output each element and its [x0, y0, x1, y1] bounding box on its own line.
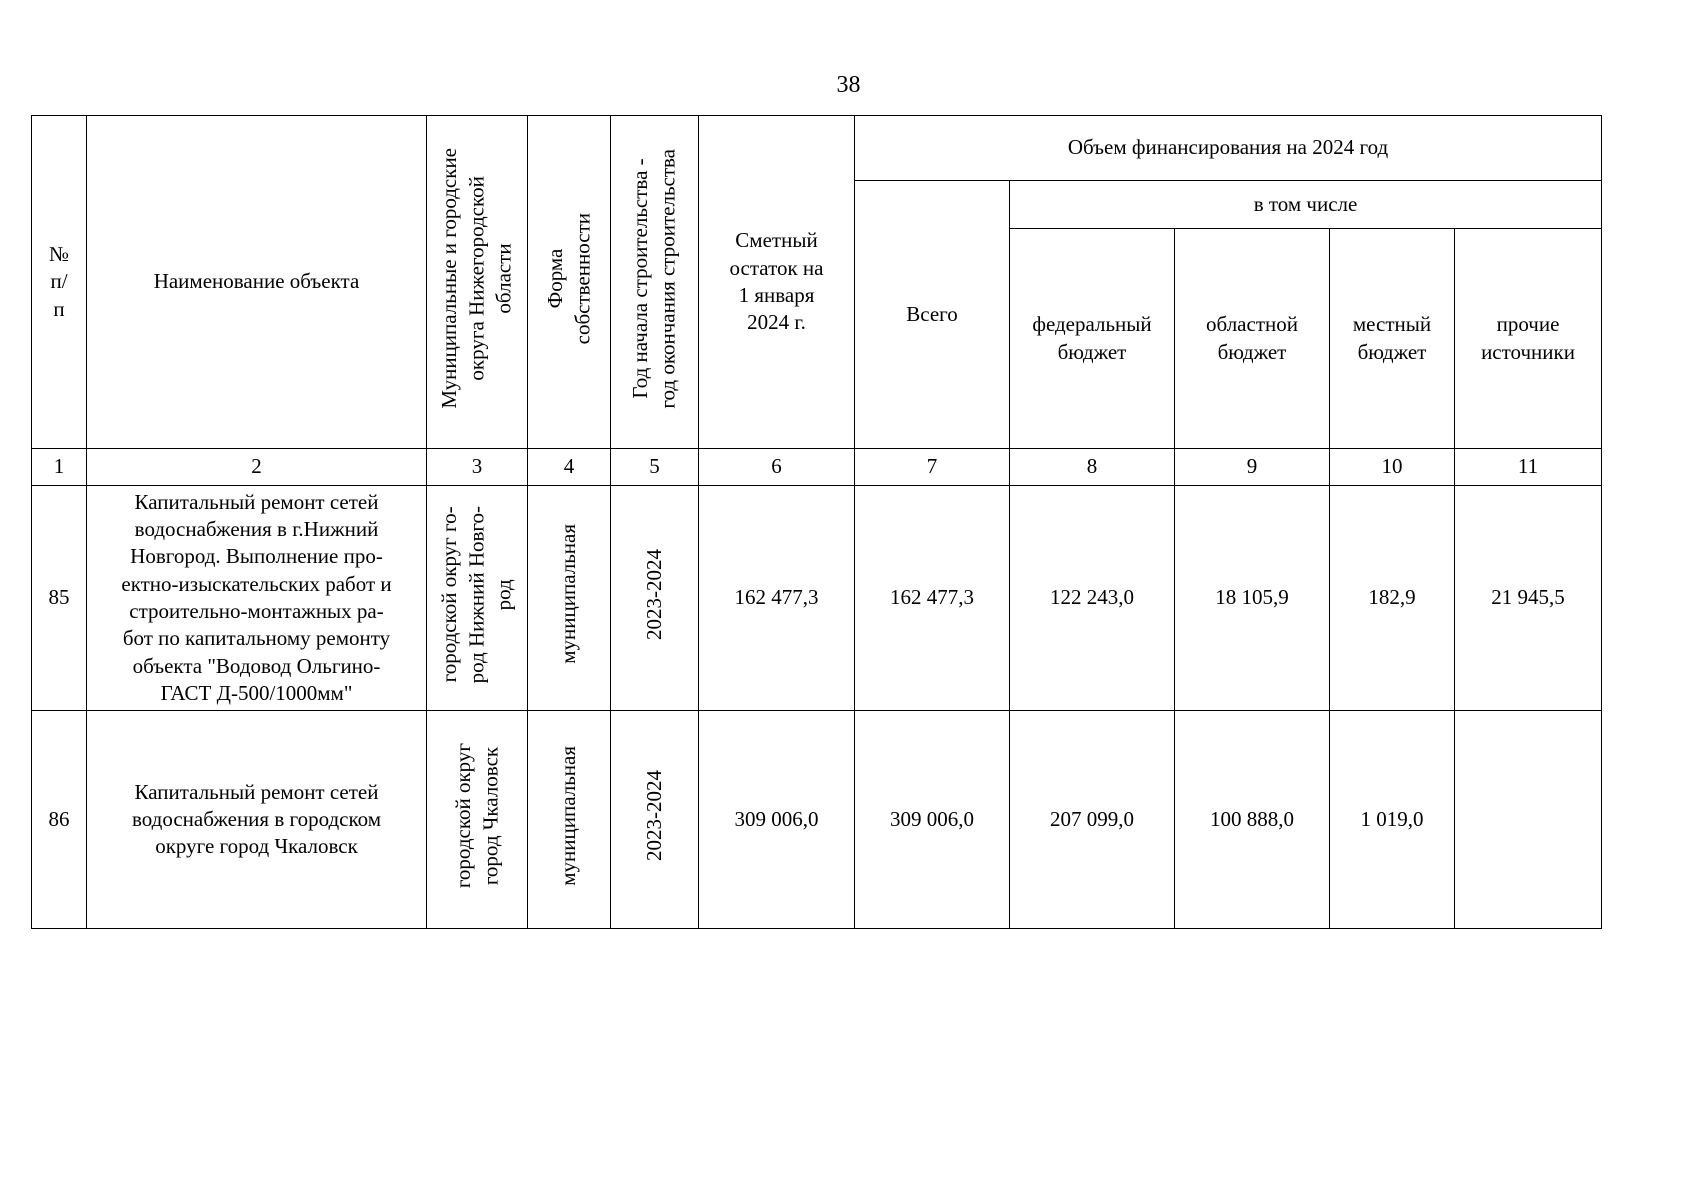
header-estimate: Сметный остаток на 1 января 2024 г. [729, 228, 824, 335]
row-estimate: 162 477,3 [699, 486, 855, 711]
row-ownership: муниципальная [556, 745, 581, 886]
header-years: Год начала строительства - год окончания строительства [628, 148, 680, 409]
row-estimate: 309 006,0 [699, 711, 855, 929]
row-number: 85 [32, 486, 87, 711]
header-federal: федеральный бюджет [1032, 312, 1152, 364]
financing-table [31, 115, 1602, 929]
header-years-cell [611, 116, 699, 449]
row-ownership-cell [528, 711, 611, 929]
header-name-cell [87, 116, 427, 449]
column-number-cell: 9 [1175, 449, 1330, 486]
row-years-cell [611, 711, 699, 929]
row-local: 182,9 [1330, 486, 1455, 711]
row-object-name: Капитальный ремонт сетей водоснабжения в городском округе город Чкаловск [131, 779, 382, 859]
column-number-cell: 5 [611, 449, 699, 486]
header-including-cell [1010, 181, 1602, 229]
header-financing-cell [855, 116, 1602, 181]
row-local: 1 019,0 [1330, 711, 1455, 929]
row-other: 21 945,5 [1455, 486, 1602, 711]
row-object-name-cell [87, 486, 427, 711]
row-total: 309 006,0 [855, 711, 1010, 929]
row-district-cell [427, 711, 528, 929]
row-object-name-cell [87, 711, 427, 929]
row-ownership-cell [528, 486, 611, 711]
header-object-name: Наименование объекта [153, 269, 360, 294]
row-total: 162 477,3 [855, 486, 1010, 711]
page-number: 38 [836, 72, 861, 98]
header-other-cell [1455, 229, 1602, 449]
header-ownership: Форма собственности [542, 212, 594, 345]
row-district: городской округ го- род Нижний Новго- род [437, 505, 516, 684]
column-number-cell: 11 [1455, 449, 1602, 486]
header-estimate-cell [699, 116, 855, 449]
header-including: в том числе [1253, 191, 1358, 216]
header-total: Всего [906, 301, 958, 326]
header-other: прочие источники [1481, 312, 1575, 364]
column-number-cell: 7 [855, 449, 1010, 486]
row-district: городской округ город Чкаловск [450, 743, 502, 889]
row-ownership: муниципальная [556, 524, 581, 665]
row-district-cell [427, 486, 528, 711]
header-ownership-cell [528, 116, 611, 449]
row-other [1455, 711, 1602, 929]
header-financing: Объем финансирования на 2024 год [1067, 135, 1389, 160]
row-federal: 207 099,0 [1010, 711, 1175, 929]
column-number-cell: 10 [1330, 449, 1455, 486]
row-federal: 122 243,0 [1010, 486, 1175, 711]
header-federal-cell [1010, 229, 1175, 449]
header-local-cell [1330, 229, 1455, 449]
header-number: № п/ п [48, 242, 70, 321]
table-row [32, 711, 1602, 929]
column-number-cell: 6 [699, 449, 855, 486]
row-regional: 100 888,0 [1175, 711, 1330, 929]
column-number-cell: 4 [528, 449, 611, 486]
column-number-cell: 1 [32, 449, 87, 486]
header-row-1 [32, 116, 1602, 181]
header-regional-cell [1175, 229, 1330, 449]
header-local: местный бюджет [1352, 312, 1432, 364]
row-object-name: Капитальный ремонт сетей водоснабжения в г.Нижний Новгород. Выполнение про- ектно-изыскательских работ и строительно-монтажных ра- бот по капитальному ремонту объекта "Водовод Ольгино- ГАСТ Д-500/1000мм" [121, 489, 392, 705]
row-years-cell [611, 486, 699, 711]
column-number-cell: 2 [87, 449, 427, 486]
header-district-cell [427, 116, 528, 449]
column-number-cell: 3 [427, 449, 528, 486]
row-years: 2023-2024 [641, 770, 666, 862]
header-district: Муниципальные и городские округа Нижегородской области [437, 148, 516, 409]
row-number: 86 [32, 711, 87, 929]
table-row [32, 486, 1602, 711]
header-total-cell [855, 181, 1010, 449]
header-number-cell [32, 116, 87, 449]
column-number-cell: 8 [1010, 449, 1175, 486]
header-regional: областной бюджет [1206, 312, 1298, 364]
row-regional: 18 105,9 [1175, 486, 1330, 711]
column-number-row [32, 449, 1602, 486]
row-years: 2023-2024 [641, 548, 666, 640]
